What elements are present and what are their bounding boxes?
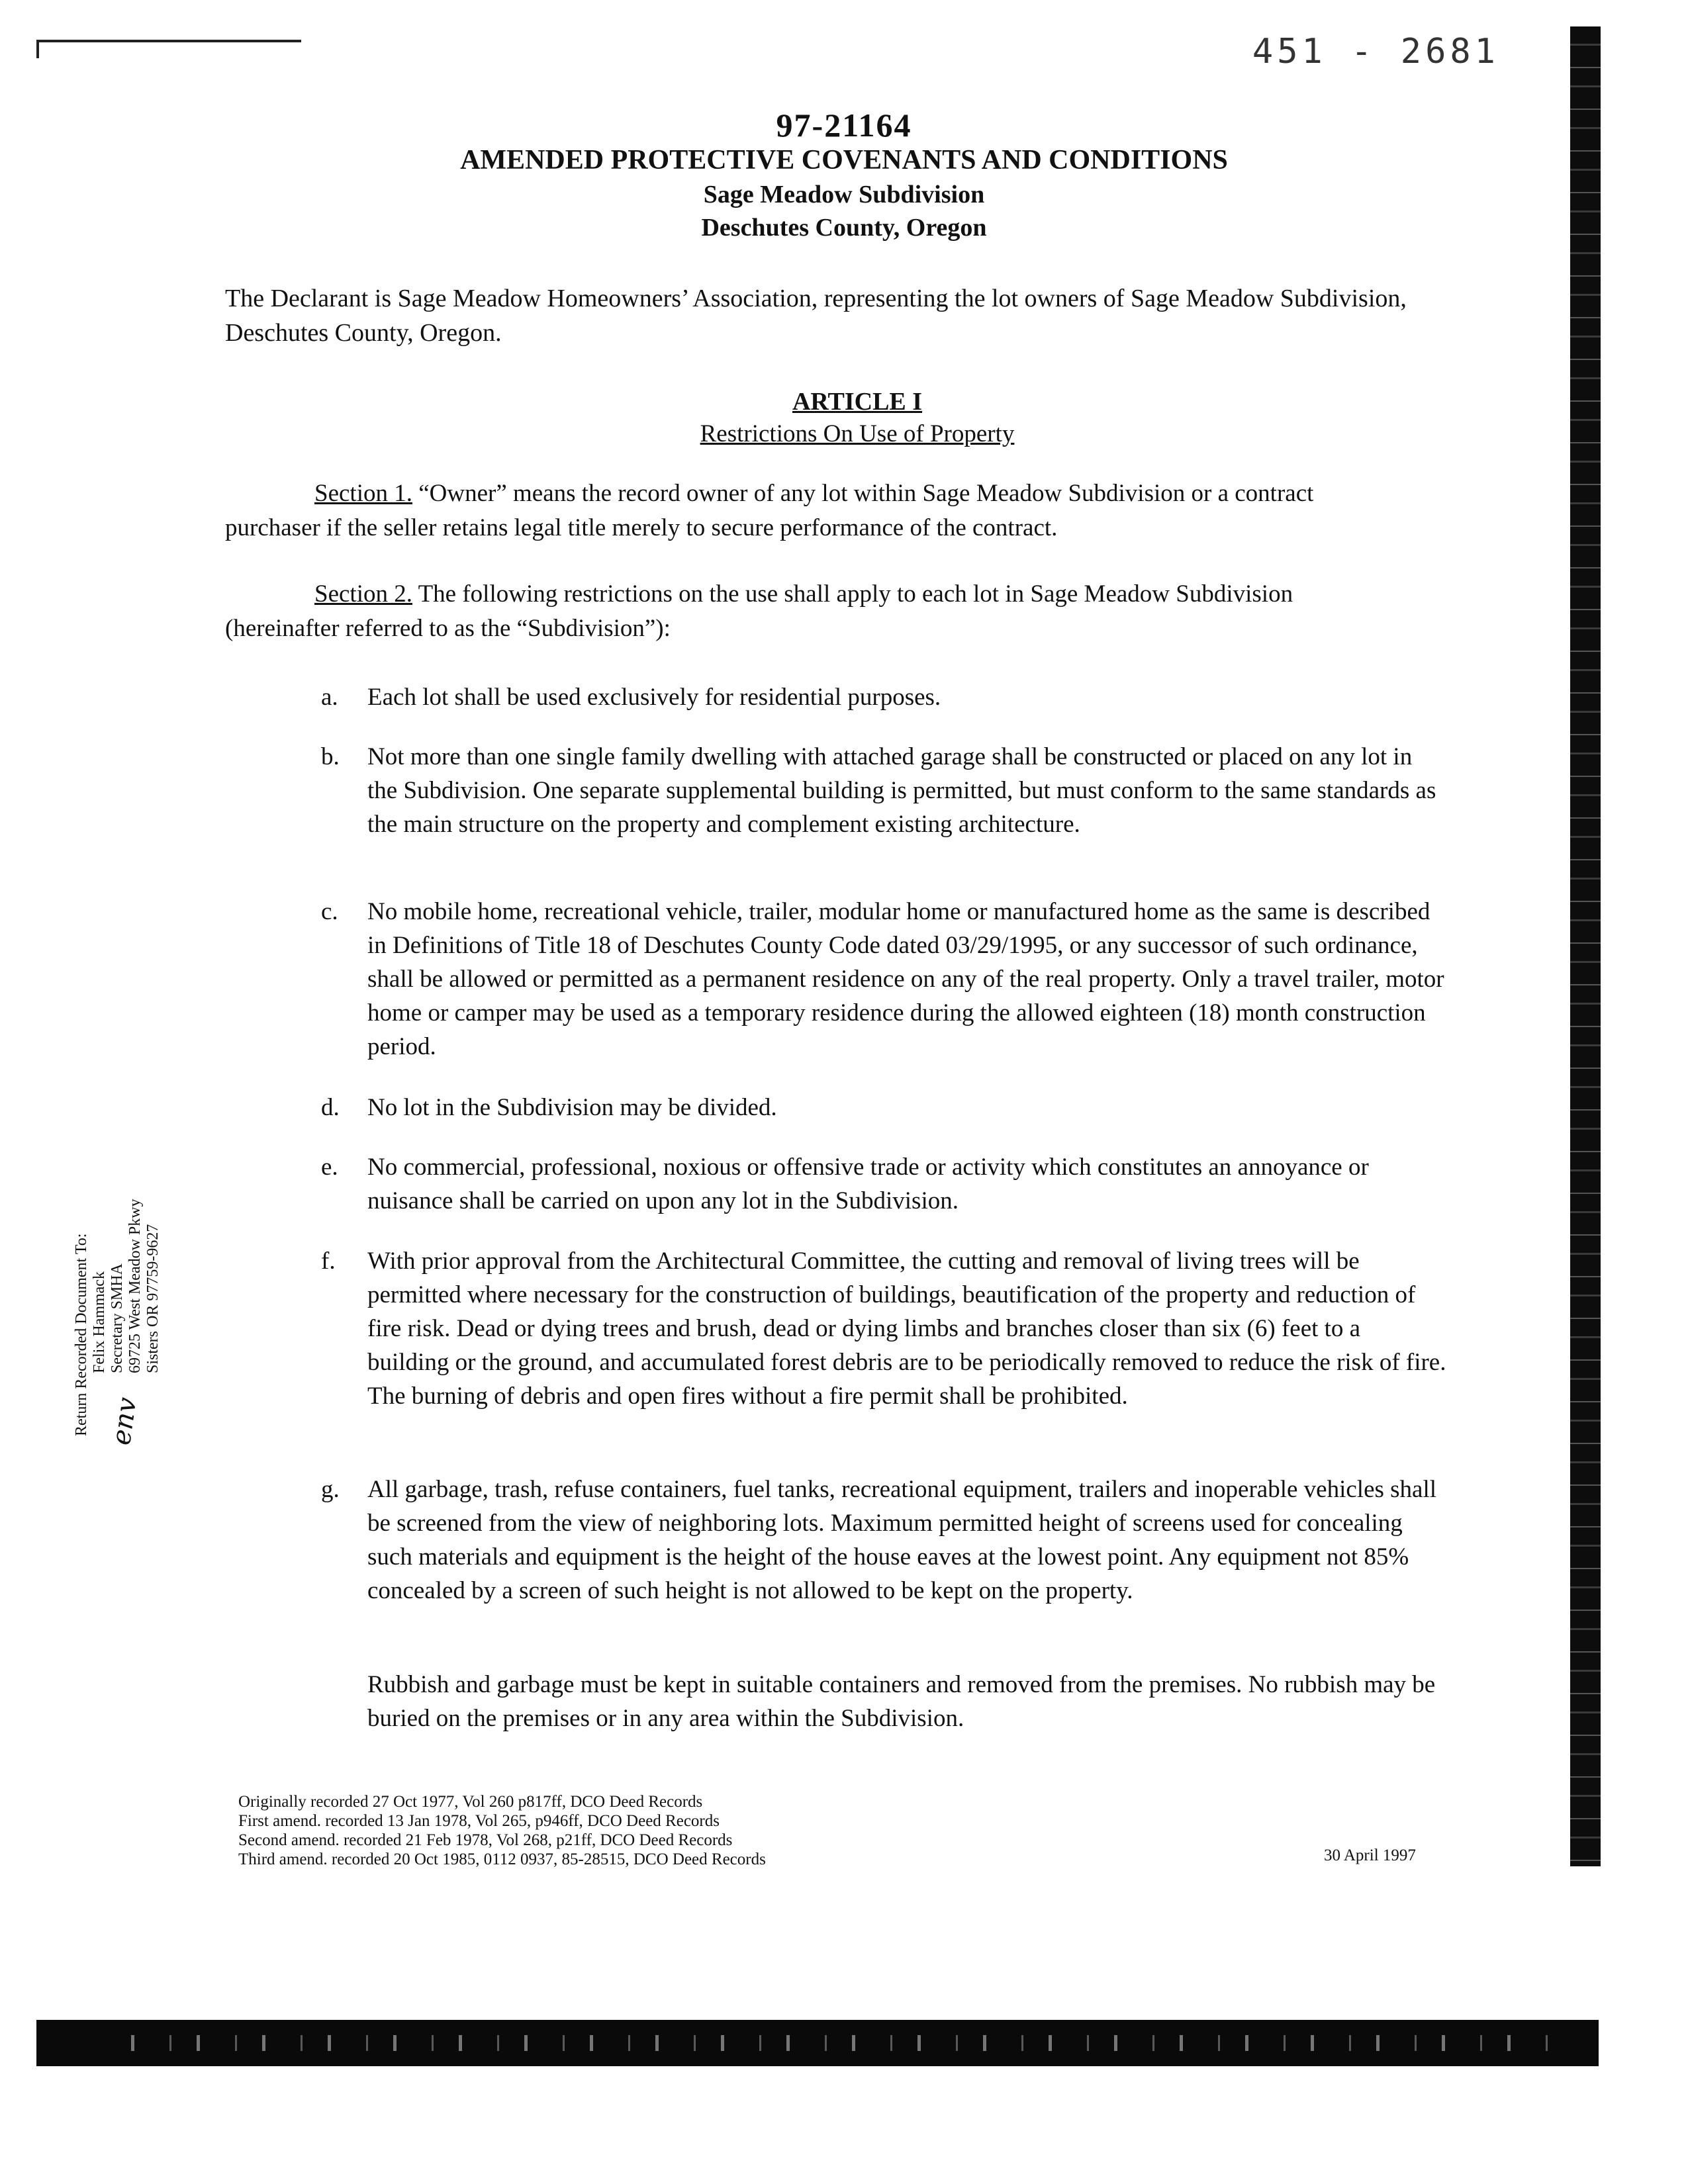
scan-edge-right — [1570, 26, 1601, 1866]
section-1 — [225, 477, 1410, 545]
item-marker: c. — [321, 898, 338, 925]
scan-border-top — [36, 40, 301, 42]
record-line: First amend. recorded 13 Jan 1978, Vol 265, p946ff, DCO Deed Records — [238, 1812, 720, 1830]
item-text: Each lot shall be used exclusively for residential purposes. — [367, 684, 941, 711]
document-title: AMENDED PROTECTIVE COVENANTS AND CONDITIONS — [460, 145, 1228, 175]
item-marker: b. — [321, 743, 340, 770]
handwritten-initials: env — [106, 1395, 143, 1447]
section-2-text: The following restrictions on the use shall apply to each lot in Sage Meadow Subdivision (hereinafter referred to as the “Subdivision”): — [225, 580, 1293, 642]
return-line: Felix Hammack — [91, 1271, 108, 1373]
item-text: No lot in the Subdivision may be divided. — [367, 1094, 777, 1121]
item-marker: d. — [321, 1094, 340, 1121]
section-2-label: Section 2. — [314, 580, 412, 608]
recording-history — [238, 1792, 766, 1869]
item-text: No mobile home, recreational vehicle, trailer, modular home or manufactured home as the same is described in Definitions of Title 18 of Deschutes County Code dated 03/29/1995, or any successor of such ordinance, shall be allowed or permitted as a permanent residence on any of the real property. Only a travel trailer, motor home or camper may be used as a temporary residence during the allowed eighteen (18) month construction period. — [367, 898, 1444, 1060]
recording-stamp: 451 - 2681 — [1252, 32, 1499, 71]
subdivision-name: Sage Meadow Subdivision — [703, 181, 985, 208]
return-line: Sisters OR 97759-9627 — [144, 1224, 162, 1373]
item-text: Rubbish and garbage must be kept in suitable containers and removed from the premises. No rubbish may be buried on the premises or in any area within the Subdivision. — [367, 1671, 1436, 1732]
county-name: Deschutes County, Oregon — [701, 214, 987, 242]
section-1-text: “Owner” means the record owner of any lot within Sage Meadow Subdivision or a contract purchaser if the seller retains legal title merely to secure performance of the contract. — [225, 480, 1314, 541]
article-subheading: Restrictions On Use of Property — [700, 420, 1015, 447]
item-marker: a. — [321, 684, 338, 711]
item-text: All garbage, trash, refuse containers, fuel tanks, recreational equipment, trailers and inoperable vehicles shall be screened from the view of neighboring lots. Maximum permitted height of screens used for concealing such materials and equipment is the height of the house eaves at the lowest point. Any equipment not 85% concealed by a screen of such height is not allowed to be kept on the property. — [367, 1476, 1437, 1604]
return-address-block — [73, 960, 271, 1436]
document-number: 97-21164 — [776, 107, 912, 144]
item-text: With prior approval from the Architectural Committee, the cutting and removal of living trees will be permitted where necessary for the construction of buildings, beautification of the property and reduction of fire risk. Dead or dying trees and brush, dead or dying limbs and branches closer than six (6) feet to a building or the ground, and accumulated forest debris are to be periodically removed to reduce the risk of fire. The burning of debris and open fires without a fire permit shall be prohibited. — [367, 1248, 1446, 1410]
section-2 — [225, 577, 1410, 646]
item-marker: g. — [321, 1476, 340, 1503]
item-text: Not more than one single family dwelling with attached garage shall be constructed or placed on any lot in the Subdivision. One separate supplemental building is permitted, but must conform to the same standards as the main structure on the property and complement existing architecture. — [367, 743, 1436, 838]
scan-border-corner — [36, 40, 39, 58]
item-marker: f. — [321, 1248, 336, 1275]
scan-noise — [106, 2035, 1562, 2051]
return-heading: Return Recorded Document To: — [73, 1233, 90, 1436]
item-text: No commercial, professional, noxious or offensive trade or activity which constitutes an annoyance or nuisance shall be carried on upon any lot in the Subdivision. — [367, 1154, 1369, 1214]
document-date: 30 April 1997 — [1324, 1846, 1416, 1864]
record-line: Originally recorded 27 Oct 1977, Vol 260 p817ff, DCO Deed Records — [238, 1793, 703, 1811]
return-line: Secretary SMHA — [109, 1263, 126, 1373]
declarant-paragraph: The Declarant is Sage Meadow Homeowners’ Association, representing the lot owners of Sage Meadow Subdivision, Deschutes County, Oregon. — [225, 285, 1407, 347]
record-line: Third amend. recorded 20 Oct 1985, 0112 0937, 85-28515, DCO Deed Records — [238, 1850, 766, 1868]
return-line: 69725 West Meadow Pkwy — [126, 1199, 144, 1373]
article-heading: ARTICLE I — [792, 388, 923, 416]
item-marker: e. — [321, 1154, 338, 1181]
record-line: Second amend. recorded 21 Feb 1978, Vol 268, p21ff, DCO Deed Records — [238, 1831, 733, 1849]
section-1-label: Section 1. — [314, 480, 412, 507]
